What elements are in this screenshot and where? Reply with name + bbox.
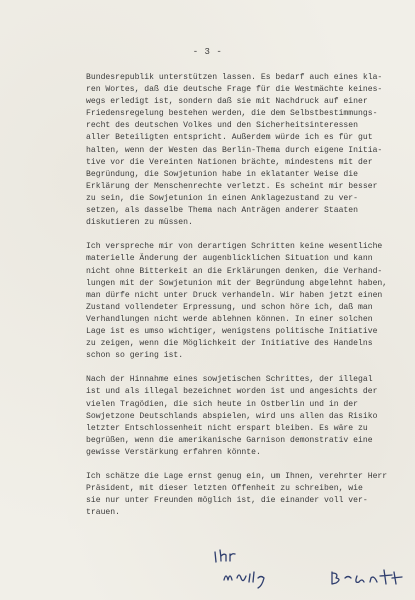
text-line: Präsident, mit dieser letzten Offenheit zu schreiben, wie [86,484,363,494]
text-line: ist und als illegal bezeichnet worden ist und angesichts der [86,387,378,397]
text-line: wegs erledigt ist, sondern daß sie mit Nachdruck auf einer [86,97,368,107]
paragraph-2 [86,241,404,362]
letter-body [86,72,404,532]
text-line: gewisse Verstärkung erfahren könnte. [86,447,261,457]
text-line: Bundesrepublik unterstützen lassen. Es bedarf auch eines kla- [86,73,383,82]
text-line: Sowjetzone Deutschlands abspielen, wird uns allen das Risiko [86,411,378,421]
text-line: recht des deutschen Volkes und den Sicherheitsinteressen [86,121,358,131]
text-line: begrüßen, wenn die amerikanische Garnison demonstrativ eine [86,435,373,445]
text-line: vielen Tragödien, die sich heute in Ostberlin und in der [86,399,358,409]
text-line: Begründung, die Sowjetunion habe in eklatanter Weise die [86,169,358,179]
text-line: diskutieren zu müssen. [86,218,193,228]
text-line: aller Beteiligten entspricht. Außerdem würde ich es für gut [86,133,373,143]
text-line: Ich verspreche mir von derartigen Schritten keine wesentliche [86,242,383,252]
text-line: zu zeigen, wenn die Möglichkeit der Initiative des Handelns [86,339,373,349]
text-line: sie nur unter Freunden möglich ist, die einander voll ver- [86,496,368,506]
text-line: lungen mit der Sowjetunion mit der Begründung abgelehnt haben, [86,278,388,288]
text-line: Ich schätze die Lage ernst genug ein, um Ihnen, verehrter Herr [86,472,388,482]
text-line: trauen. [86,508,120,518]
text-line: Zustand vollendeter Erpressung, und schon höre ich, daß man [86,302,373,312]
text-line: ren Wortes, daß die deutsche Frage für die Westmächte keines- [86,85,383,95]
text-line: schon so gering ist. [86,351,184,361]
text-line: materielle Änderung der augenblicklichen Situation und kann [86,254,373,264]
signature-graphic [212,542,412,590]
text-line: Verhandlungen nicht werde ablehnen können. In einer solchen [86,314,373,324]
text-line: nicht ohne Bitterkeit an die Erklärungen denken, die Verhand- [86,266,383,276]
handwritten-signature [212,542,412,590]
text-line: halten, wenn der Westen das Berlin-Thema durch eigene Initia- [86,145,383,155]
text-line: tive vor die Vereinten Nationen brächte, mindestens mit der [86,157,373,167]
text-line: Friedensregelung bestehen werden, die dem Selbstbestimmungs- [86,109,378,119]
text-line: setzen, als dasselbe Thema nach Anträgen anderer Staaten [86,206,358,216]
text-line: letzter Entschlossenheit nicht erspart bleiben. Es wäre zu [86,423,368,433]
paragraph-3 [86,374,404,459]
text-line: zu sein, die Sowjetunion in einen Anklagezustand zu ver- [86,193,358,203]
paragraph-4 [86,471,404,519]
text-line: Lage ist es umso wichtiger, wenigstens politische Initiative [86,326,378,336]
text-line: man dürfe nicht unter Druck verhandeln. Wir haben jetzt einen [86,290,383,300]
text-line: Erklärung der Menschenrechte verletzt. Es scheint mir besser [86,181,378,191]
paragraph-1 [86,72,404,229]
page-number: - 3 - [192,47,223,57]
text-line: Nach der Hinnahme eines sowjetischen Schrittes, der illegal [86,375,373,385]
